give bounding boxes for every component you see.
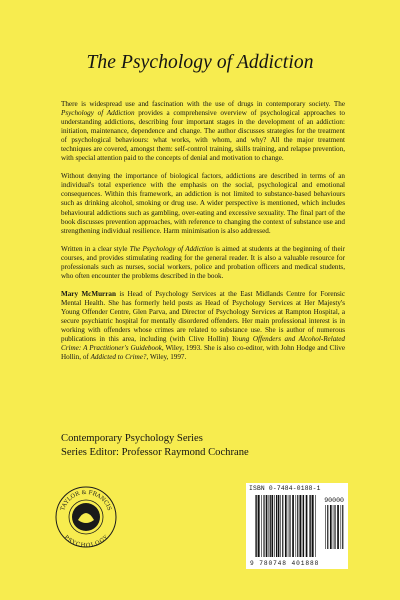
book-title: The Psychology of Addiction bbox=[86, 52, 314, 73]
blurb-text: Written in a clear style bbox=[61, 244, 130, 253]
blurb-text: provides a comprehensive overview of psychological approaches to understanding addictions, describing four important stages in the development of an addiction: initiation, maintenance, dependence and change. The author discusses strategies for the treatment of psychological behaviours: what works, with whom, and why? All the major treatment techniques are covered, amongst them: self-control training, skills training, and relapse prevention, with special attention paid to the concepts of denial and motivation to change. bbox=[61, 109, 345, 163]
logo-bottom-text: PSYCHOLOGY bbox=[62, 534, 110, 548]
book-title-inline: The Psychology of Addiction bbox=[129, 244, 213, 253]
series-name: Contemporary Psychology Series bbox=[61, 433, 203, 444]
author-name: Mary McMurran bbox=[61, 289, 116, 298]
addon-bars bbox=[324, 505, 344, 549]
author-bio bbox=[61, 290, 345, 362]
bio-text: , Wiley, 1993. She is also co-editor, with John Hodge and Clive Hollin, of bbox=[61, 344, 346, 362]
price-code: 90000 bbox=[324, 497, 344, 504]
blurb-text: is aimed at students at the beginning of their courses, and provides stimulating reading for the general reader. It is also a valuable resource for professionals such as nurses, social workers, police and probation officers and medical students, who often encounter the problems described in the book. bbox=[61, 244, 346, 280]
isbn-text: ISBN 0-7484-0188-1 bbox=[249, 485, 321, 492]
bio-book-title: Young Offenders and Alcohol-Related Crime: A Practitioner's Guidebook bbox=[61, 335, 346, 353]
series-editor: Series Editor: Professor Raymond Cochrane bbox=[61, 446, 249, 458]
blurb-paragraph-3 bbox=[61, 245, 345, 281]
blurb bbox=[61, 100, 345, 371]
bio-text: , Wiley, 1997. bbox=[146, 353, 187, 362]
logo-top-text: TAYLOR & FRANCIS bbox=[59, 489, 113, 512]
bio-book-title: Addicted to Crime? bbox=[90, 353, 147, 362]
blurb-paragraph-1 bbox=[61, 100, 345, 163]
series-info bbox=[61, 432, 351, 459]
blurb-text: There is widespread use and fascination with the use of drugs in contemporary society. The bbox=[61, 100, 345, 108]
bio-text: is Head of Psychology Services at the East Midlands Centre for Forensic Mental Health. She has formerly held posts as Head of Psychology Services at Her Majesty's Young Offender Centre, Glen Parva, and Director of Psychology Services at Rampton Hospital, a secure psychiatric hospital for mentally disordered offenders. Her main professional interest is in working with offenders whose crimes are related to substance use. She is author of numerous publications in this area, including (with Clive Hollin) bbox=[61, 289, 346, 344]
ean-bars bbox=[254, 495, 318, 557]
blurb-paragraph-2: Without denying the importance of biological factors, addictions are described in terms of an individual's total experience with the emphasis on the social, psychological and emotional consequences. Within this framework, an addiction is not limited to substance-based behaviours such as drinking alcohol, smoking or drug use. A wider perspective is mentioned, which includes behavioural addictions such as gambling, over-eating and excessive sexuality. The final part of the book discusses prevention approaches, with reference to changing the context of substance use and strengthening individual resilience. Harm minimisation is also addressed. bbox=[61, 172, 345, 235]
book-title-inline: Psychology of Addiction bbox=[61, 109, 135, 118]
svg-text:PSYCHOLOGY bbox=[63, 534, 110, 548]
ean-number: 9 780748 401888 bbox=[250, 560, 320, 567]
publisher-logo bbox=[55, 486, 117, 548]
barcode bbox=[246, 483, 348, 569]
